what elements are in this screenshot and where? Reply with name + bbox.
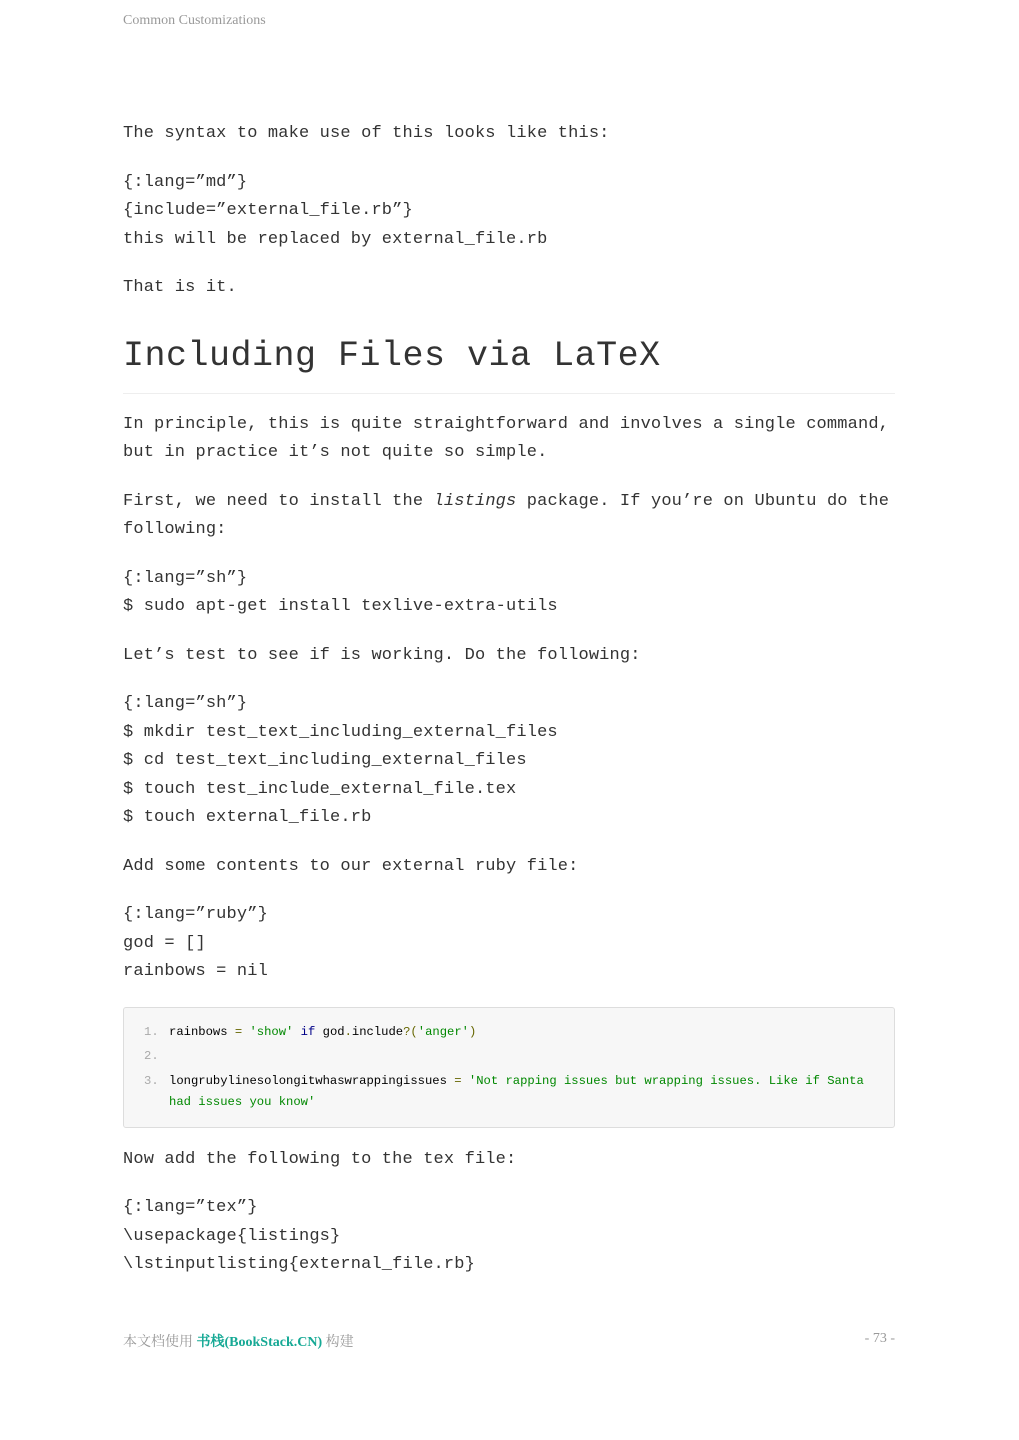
code-token: 'show': [249, 1024, 294, 1039]
install-paragraph: [123, 488, 895, 545]
code-token: if: [293, 1024, 323, 1039]
line-number: 2.: [144, 1049, 159, 1063]
code-line: [144, 1022, 871, 1043]
tex-line: \usepackage{listings}: [123, 1226, 341, 1246]
sh-line: {:lang=”sh”}: [123, 694, 248, 713]
intro-paragraph: The syntax to make use of this looks like this:: [123, 124, 610, 143]
code-line: [144, 1046, 871, 1067]
md-example-line: this will be replaced by external_file.rb: [123, 229, 548, 249]
md-example-line: {include=”external_file.rb”}: [123, 201, 413, 220]
page-content: [123, 120, 895, 1280]
sh-line: $ mkdir test_text_including_external_files: [123, 722, 558, 742]
code-token: rainbows: [169, 1024, 228, 1039]
code-token: include: [351, 1024, 404, 1039]
sh-line: $ touch external_file.rb: [123, 808, 372, 827]
code-token: ): [468, 1024, 477, 1039]
code-token: 'anger': [417, 1024, 469, 1039]
code-line: [144, 1071, 871, 1113]
sh-test-block: [123, 690, 895, 833]
paragraph-line: following:: [123, 520, 227, 539]
code-token: =: [227, 1024, 250, 1039]
paragraph-line: [123, 488, 895, 517]
running-header: Common Customizations: [123, 13, 266, 28]
that-is-it-paragraph: That is it.: [123, 278, 237, 297]
code-content: [169, 1046, 871, 1067]
tex-line: \lstinputlisting{external_file.rb}: [123, 1255, 475, 1274]
page-footer: [123, 1331, 895, 1351]
install-text-after: package. If you’re on Ubuntu do the: [516, 491, 890, 511]
tex-block: [123, 1194, 895, 1280]
sh-line: $ touch test_include_external_file.tex: [123, 779, 517, 799]
test-paragraph: Let’s test to see if is working. Do the following:: [123, 645, 641, 665]
paragraph-line: but in practice it’s not quite so simple.: [123, 443, 548, 462]
sh-line: {:lang=”sh”}: [123, 568, 248, 588]
line-number: 1.: [144, 1024, 159, 1039]
md-example-line: {:lang=”md”}: [123, 172, 248, 192]
code-listing: [123, 1007, 895, 1128]
ruby-block: [123, 901, 895, 987]
code-content: [169, 1022, 871, 1043]
ruby-line: rainbows = nil: [123, 962, 268, 981]
code-token: ?(: [403, 1024, 418, 1039]
code-token: longrubylinesolongitwhaswrappingissues: [169, 1073, 447, 1088]
listings-emphasis: listings: [433, 491, 517, 511]
code-token: god: [322, 1024, 345, 1039]
sh-install-block: [123, 565, 895, 622]
bookstack-link[interactable]: 书栈(BookStack.CN): [196, 1335, 323, 1350]
paragraph-line: In principle, this is quite straightforward and involves a single command,: [123, 414, 890, 434]
code-content: [169, 1071, 871, 1113]
code-token: 'Not rapping issues but wrapping issues. Like if Santa had issues you know': [169, 1073, 872, 1109]
ruby-line: god = []: [123, 933, 206, 953]
tex-paragraph: Now add the following to the tex file:: [123, 1149, 517, 1169]
principle-paragraph: [123, 411, 895, 468]
ruby-line: {:lang=”ruby”}: [123, 905, 268, 924]
page-number: - 73 -: [864, 1331, 895, 1346]
footer-suffix: 构建: [322, 1335, 354, 1350]
code-token: .: [344, 1024, 352, 1039]
line-number: 3.: [144, 1073, 159, 1088]
ruby-contents-paragraph: Add some contents to our external ruby file:: [123, 856, 579, 876]
sh-line: $ cd test_text_including_external_files: [123, 751, 527, 770]
section-heading: Including Files via LaTeX: [123, 331, 895, 394]
footer-prefix: 本文档使用: [123, 1335, 197, 1350]
tex-line: {:lang=”tex”}: [123, 1198, 258, 1217]
md-include-example: [123, 169, 895, 255]
sh-line: $ sudo apt-get install texlive-extra-utils: [123, 597, 558, 616]
install-text-before: First, we need to install the: [123, 491, 434, 511]
code-token: =: [446, 1073, 469, 1088]
